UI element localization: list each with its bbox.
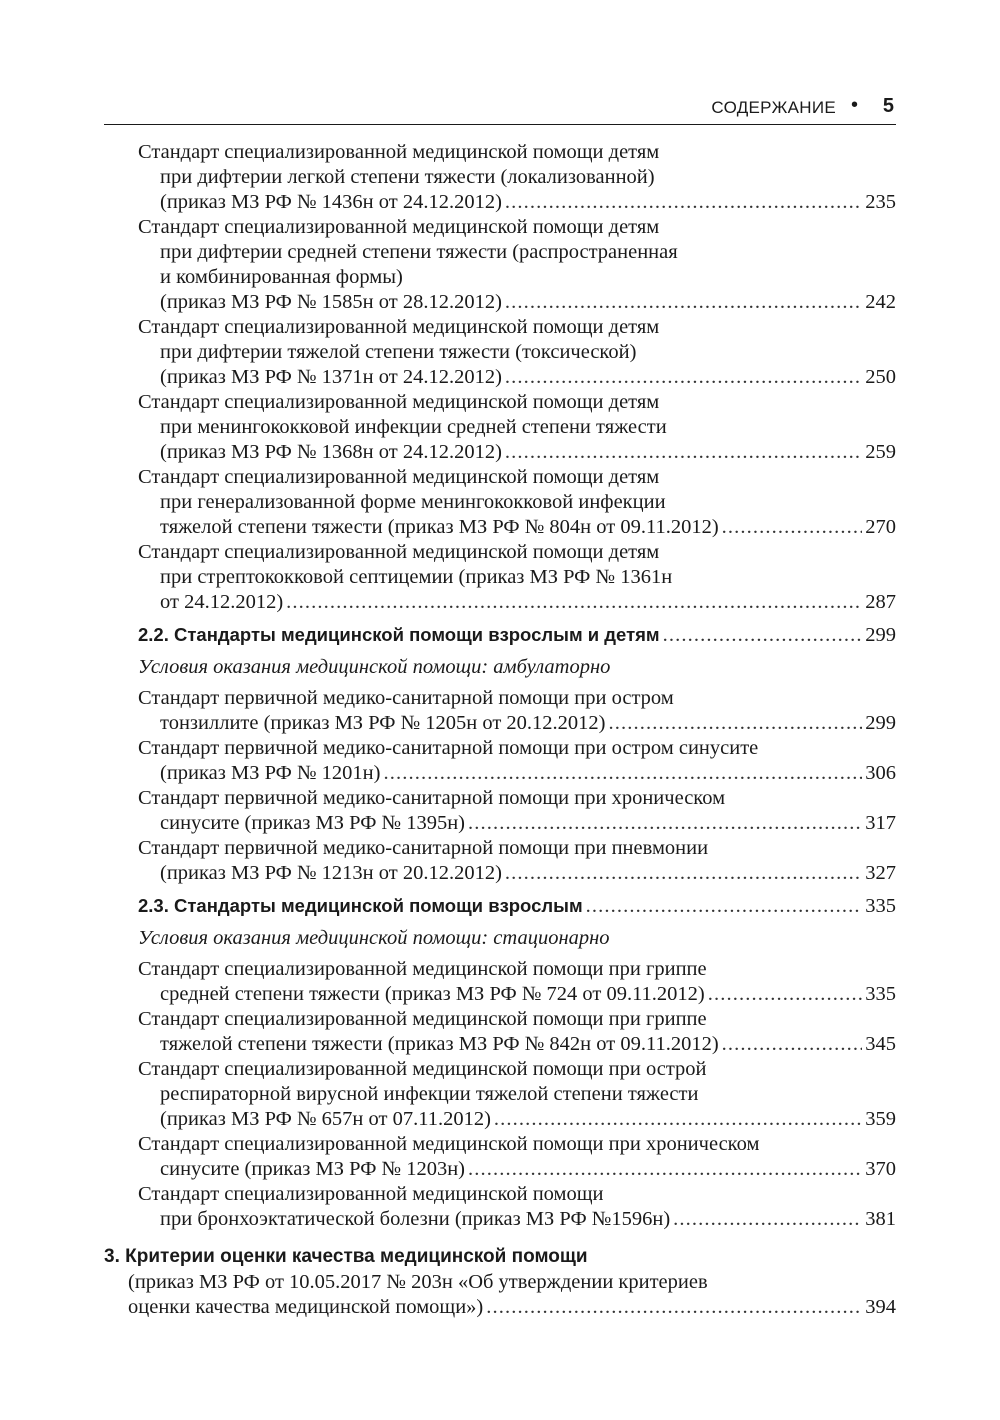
toc-text: 2.2. Стандарты медицинской помощи взрослым и детям [138,624,660,645]
toc-page: 381 [865,1208,896,1230]
leader-dots [722,1032,863,1057]
toc-line: Стандарт специализированной медицинской помощи при острой [138,1058,707,1080]
toc-page: 327 [865,862,896,884]
toc-entry [138,686,896,736]
toc-line: Стандарт специализированной медицинской помощи при гриппе [138,1008,707,1030]
toc-entry [138,786,896,836]
leader-dots [468,1157,862,1182]
toc-text: (приказ МЗ РФ № 1585н от 28.12.2012) [160,291,502,313]
toc-line: Стандарт специализированной медицинской помощи детям [138,216,660,238]
toc-entry [138,957,896,1007]
toc-line: при генерализованной форме менингококковой инфекции [160,491,666,513]
leader-dots [505,365,862,390]
toc-line: Стандарт специализированной медицинской помощи детям [138,541,660,563]
toc-line: Стандарт специализированной медицинской помощи [138,1183,604,1205]
toc-line: Условия оказания медицинской помощи: амбулаторно [138,656,611,678]
toc-entry [138,390,896,465]
toc-line: Стандарт специализированной медицинской помощи при хроническом [138,1133,760,1155]
leader-dots [494,1107,862,1132]
leader-dots [505,290,862,315]
toc-line: при стрептококковой септицемии (приказ МЗ РФ № 1361н [160,566,673,588]
leader-dots [505,861,862,886]
toc-line [138,861,896,886]
toc-text: (приказ МЗ РФ № 1436н от 24.12.2012) [160,191,502,213]
toc-entry [138,1057,896,1132]
toc-line [138,1157,896,1182]
toc-page: 299 [865,712,896,734]
toc-line: при дифтерии тяжелой степени тяжести (токсической) [160,341,637,363]
toc-text: от 24.12.2012) [160,591,284,613]
toc-entry [138,736,896,786]
toc-page: 287 [865,591,896,613]
toc-text: тонзиллите (приказ МЗ РФ № 1205н от 20.12.2012) [160,712,606,734]
section-heading-2-3 [138,893,896,918]
toc-entry [138,540,896,615]
section-heading-2-2 [138,622,896,647]
toc-entry [138,1132,896,1182]
toc-page: 270 [865,516,896,538]
toc-page: 359 [865,1108,896,1130]
toc-entry [138,315,896,390]
toc-line: Стандарт специализированной медицинской помощи при гриппе [138,958,707,980]
toc-line: при дифтерии средней степени тяжести (распространенная [160,241,678,263]
toc-line [138,761,896,786]
toc-line [138,290,896,315]
toc-line: (приказ МЗ РФ от 10.05.2017 № 203н «Об утверждении критериев [128,1271,708,1293]
toc-page: 394 [865,1296,896,1318]
toc-text: оценки качества медицинской помощи») [128,1296,484,1318]
toc-text: тяжелой степени тяжести (приказ МЗ РФ № 842н от 09.11.2012) [160,1033,719,1055]
leader-dots [663,623,863,648]
toc-text: (приказ МЗ РФ № 1368н от 24.12.2012) [160,441,502,463]
toc-line [138,1107,896,1132]
toc-entry [138,1007,896,1057]
toc-page: 345 [865,1033,896,1055]
toc-page: 250 [865,366,896,388]
toc-line: при дифтерии легкой степени тяжести (локализованной) [160,166,655,188]
toc-page: 335 [865,983,896,1005]
toc-page: 306 [865,762,896,784]
toc-page: 317 [865,812,896,834]
toc-entry [138,465,896,540]
leader-dots [286,590,862,615]
leader-dots [468,811,862,836]
toc-line [138,365,896,390]
toc-line [138,622,896,647]
toc-entry [138,1182,896,1232]
leader-dots [505,440,862,465]
toc-entry [138,140,896,215]
toc-line: и комбинированная формы) [160,266,403,288]
toc-line: Условия оказания медицинской помощи: стационарно [138,927,610,949]
toc-text: (приказ МЗ РФ № 1201н) [160,762,381,784]
toc-line [138,1032,896,1057]
leader-dots [708,982,862,1007]
toc-page: 259 [865,441,896,463]
section-title: 3. Критерии оценки качества медицинской помощи [104,1246,588,1267]
conditions-subheading [138,655,896,680]
leader-dots [486,1295,862,1320]
toc-line: Стандарт первичной медико-санитарной помощи при остром [138,687,674,709]
section-heading-3 [104,1246,588,1268]
toc-page: 370 [865,1158,896,1180]
toc-line [138,982,896,1007]
toc-line: респираторной вирусной инфекции тяжелой степени тяжести [160,1083,699,1105]
toc-text: 2.3. Стандарты медицинской помощи взрослым [138,895,583,916]
toc-line: при менингококковой инфекции средней степени тяжести [160,416,667,438]
header-title: СОДЕРЖАНИЕ [711,98,836,117]
leader-dots [586,894,863,919]
toc-line: Стандарт специализированной медицинской помощи детям [138,316,660,338]
page-number: 5 [882,95,894,117]
toc-line: Стандарт первичной медико-санитарной помощи при пневмонии [138,837,709,859]
header-bullet: • [850,94,858,116]
toc-line [138,590,896,615]
toc-line [138,893,896,918]
toc-line [128,1295,896,1320]
leader-dots [609,711,863,736]
toc-text: тяжелой степени тяжести (приказ МЗ РФ № 804н от 09.11.2012) [160,516,719,538]
toc-line: Стандарт первичной медико-санитарной помощи при остром синусите [138,737,759,759]
toc-line: Стандарт первичной медико-санитарной помощи при хроническом [138,787,726,809]
toc-text: (приказ МЗ РФ № 657н от 07.11.2012) [160,1108,491,1130]
toc-line: Стандарт специализированной медицинской помощи детям [138,391,660,413]
toc-line [138,1207,896,1232]
toc-text: (приказ МЗ РФ № 1371н от 24.12.2012) [160,366,502,388]
toc-page: 242 [865,291,896,313]
toc-entry [138,836,896,886]
toc-line [138,811,896,836]
toc-text: синусите (приказ МЗ РФ № 1395н) [160,812,466,834]
toc-entry [138,215,896,315]
running-header [104,92,896,125]
toc-line [138,190,896,215]
leader-dots [383,761,862,786]
toc-text: (приказ МЗ РФ № 1213н от 20.12.2012) [160,862,502,884]
toc-page: 299 [865,624,896,646]
toc-page: 235 [865,191,896,213]
toc-line: Стандарт специализированной медицинской помощи детям [138,141,660,163]
toc-page: 335 [865,895,896,917]
toc-line [138,515,896,540]
toc-text: при бронхоэктатической болезни (приказ МЗ РФ №1596н) [160,1208,671,1230]
conditions-subheading [138,926,896,951]
toc-text: средней степени тяжести (приказ МЗ РФ № 724 от 09.11.2012) [160,983,705,1005]
toc-entry [128,1270,896,1320]
leader-dots [505,190,862,215]
toc-line: Стандарт специализированной медицинской помощи детям [138,466,660,488]
toc-text: синусите (приказ МЗ РФ № 1203н) [160,1158,466,1180]
toc-line [138,711,896,736]
leader-dots [722,515,863,540]
leader-dots [673,1207,862,1232]
toc-line [138,440,896,465]
